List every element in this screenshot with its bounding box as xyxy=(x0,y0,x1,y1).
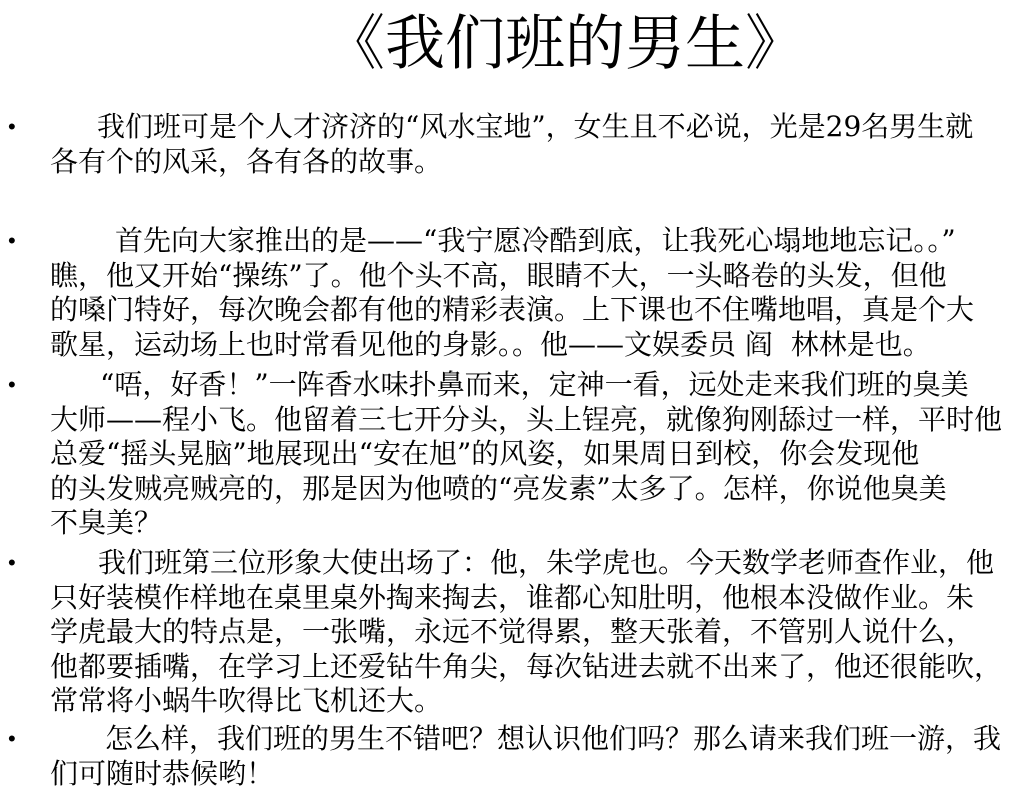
paragraph-line: 我们班第三位形象大使出场了：他，朱学虎也。今天数学老师查作业，他 xyxy=(98,546,995,579)
slide-title: 《我们班的男生》 xyxy=(325,9,805,79)
paragraph-line: 怎么样，我们班的男生不错吧？想认识他们吗？那么请来我们班一游，我 xyxy=(105,722,1002,755)
paragraph-line: 歌星，运动场上也时常看见他的身影。。他——文娱委员 阎 林林是也。 xyxy=(50,327,931,361)
bullet-marker: • xyxy=(8,114,16,139)
paragraph-line: 瞧，他又开始“操练”了。他个头不高，眼睛不大，一头略卷的头发，但他 xyxy=(50,258,947,292)
paragraph-line: 学虎最大的特点是，一张嘴，永远不觉得累，整天张着，不管别人说什么， xyxy=(50,615,975,648)
paragraph-line: 大师——程小飞。他留着三七开分头，头上锃亮，就像狗刚舔过一样，平时他 xyxy=(50,402,1003,436)
paragraph-line: 他都要插嘴，在学习上还爱钻牛角尖，每次钻进去就不出来了，他还很能吹， xyxy=(50,649,1003,683)
paragraph-line: 我们班可是个人才济济的“风水宝地”，女生且不必说，光是29名男生就 xyxy=(97,110,974,143)
paragraph-line: 的头发贼亮贼亮的，那是因为他喷的“亮发素”太多了。怎样，你说他臭美 xyxy=(50,471,947,505)
bullet-paragraph xyxy=(0,224,1024,362)
paragraph-line: 们可随时恭候哟！ xyxy=(50,756,275,790)
bullet-paragraph xyxy=(0,110,1024,179)
paragraph-line: 首先向大家推出的是——“我宁愿冷酷到底，让我死心塌地地忘记。。” xyxy=(115,224,956,257)
paragraph-line: 只好装模作样地在桌里桌外掏来掏去，谁都心知肚明，他根本没做作业。朱 xyxy=(50,580,975,614)
bullet-marker: • xyxy=(8,726,16,751)
bullet-paragraph xyxy=(0,722,1024,790)
paragraph-line: 各有个的风采，各有各的故事。 xyxy=(50,144,443,178)
paragraph-line: 常常将小蜗牛吹得比飞机还大。 xyxy=(50,684,443,717)
bullet-marker: • xyxy=(8,550,16,575)
paragraph-line: 总爱“摇头晃脑”地展现出“安在旭”的风姿，如果周日到校，你会发现他 xyxy=(50,437,920,470)
bullet-paragraph xyxy=(0,546,1024,719)
bullet-paragraph xyxy=(0,368,1024,541)
paragraph-line: “唔，好香！”一阵香水味扑鼻而来，定神一看，远处走来我们班的臭美 xyxy=(100,368,969,401)
paragraph-line: 不臭美？ xyxy=(50,506,163,539)
paragraph-line: 的嗓门特好，每次晚会都有他的精彩表演。上下课也不住嘴地唱，真是个大 xyxy=(50,293,975,326)
bullet-marker: • xyxy=(8,372,16,397)
bullet-marker: • xyxy=(8,228,16,253)
